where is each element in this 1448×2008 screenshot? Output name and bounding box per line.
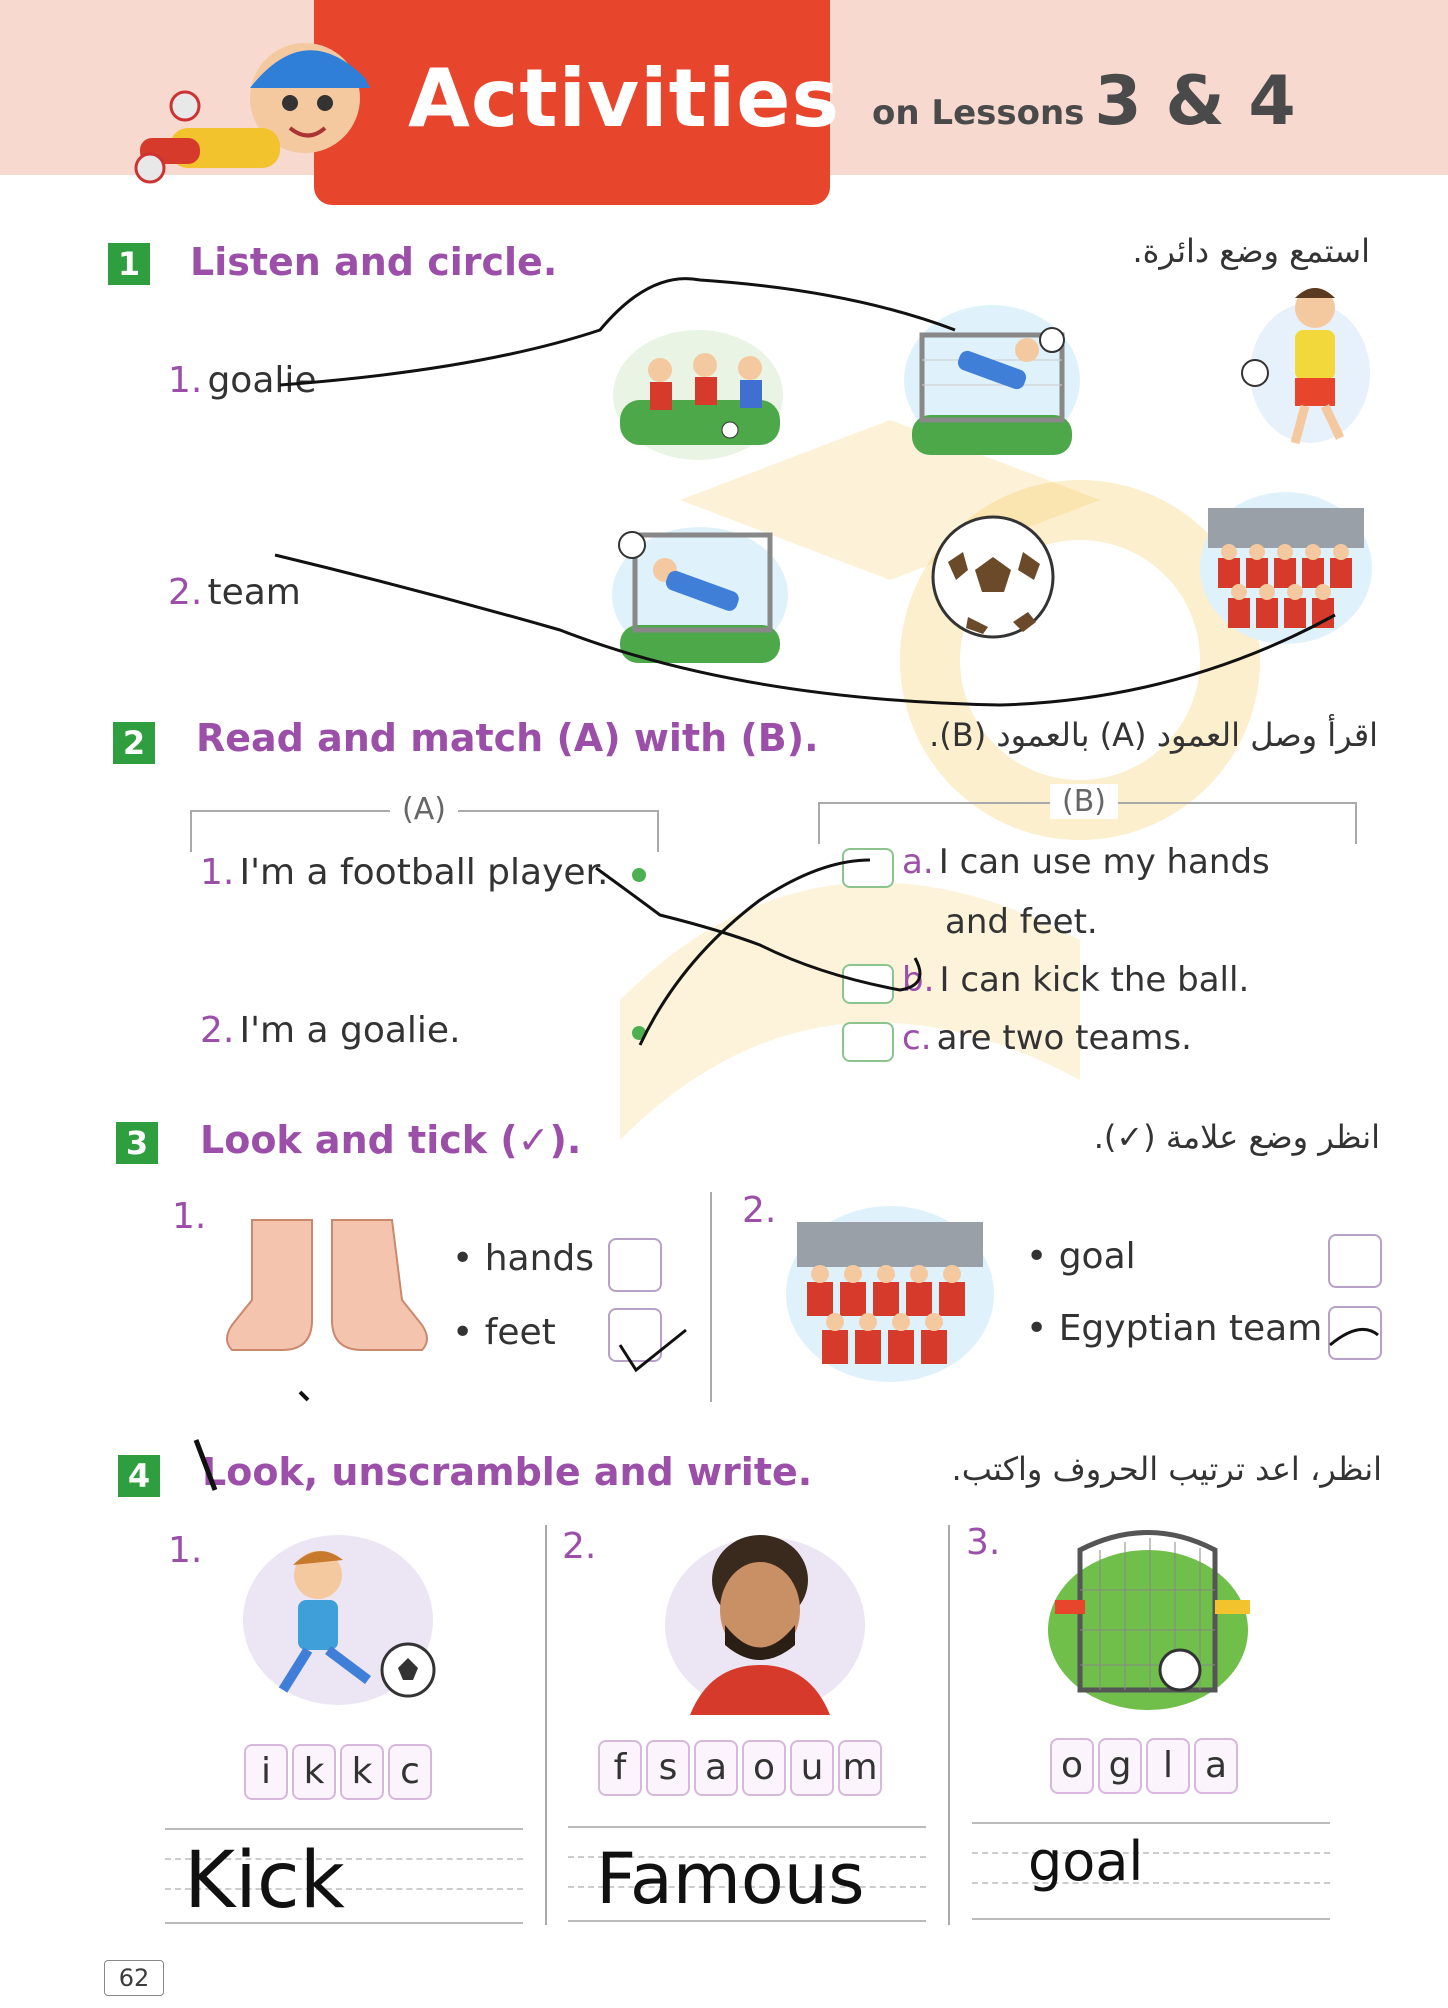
section-1-title: Listen and circle. [190,240,558,284]
section-4-arabic-instruction: انظر، اعد ترتيب الحروف واكتب. [951,1450,1382,1488]
letter-tile: k [292,1744,336,1800]
page-title: Activities [408,52,841,145]
item-word: goalie [207,360,317,401]
letter-tile: o [742,1740,786,1796]
letter-tile: i [244,1744,288,1800]
letter-tile: l [1146,1738,1190,1794]
option-label: hands [484,1238,594,1279]
item-text: I'm a goalie. [239,1010,461,1051]
item-letter: b. [902,960,935,1000]
item-letter: a. [902,842,934,882]
column-a-label: (A) [390,792,458,827]
tick-option-egyptian-team: • Egyptian team [1026,1308,1323,1349]
letter-tile: o [1050,1738,1094,1794]
section-3-number: 3 [116,1122,158,1164]
letter-tile: k [340,1744,384,1800]
item-text: I can kick the ball. [939,960,1250,1000]
section-1-arabic-instruction: استمع وضع دائرة. [1132,232,1370,270]
section-4-number: 4 [118,1455,160,1497]
letter-tile: m [838,1740,882,1796]
option-label: goal [1058,1236,1136,1277]
column-b-label: (B) [1050,784,1118,819]
match-b-item-a-continuation: and feet. [945,902,1098,942]
unscramble-item-3-number: 3. [966,1522,1001,1563]
unscramble-item-1-number: 1. [168,1530,203,1571]
tick-option-hands: • hands [452,1238,594,1279]
letter-tile: a [694,1740,738,1796]
item-text: I can use my hands [938,842,1270,882]
item-number: 2. [200,1010,235,1051]
item-text: I'm a football player. [239,852,609,893]
option-label: feet [484,1312,556,1353]
item-number: 2. [168,572,203,613]
item-number: 1. [200,852,235,893]
tick-option-goal: • goal [1026,1236,1136,1277]
lessons-label: on Lessons [872,93,1085,133]
letter-tile: c [388,1744,432,1800]
letter-tile: f [598,1740,642,1796]
letter-tile: g [1098,1738,1142,1794]
section-2-title: Read and match (A) with (B). [196,716,819,760]
handwritten-answer-3[interactable]: goal [1028,1830,1144,1893]
lessons-numbers: 3 & 4 [1094,62,1296,141]
handwritten-answer-1[interactable]: Kick [184,1836,345,1926]
page-number: 62 [104,1960,164,1996]
tick-question-2-number: 2. [742,1190,777,1231]
letter-tile: u [790,1740,834,1796]
letter-tile: s [646,1740,690,1796]
option-label: Egyptian team [1058,1308,1323,1349]
item-letter: c. [902,1018,932,1058]
section-1-number: 1 [108,243,150,285]
section-3-title: Look and tick (✓). [200,1118,582,1162]
unscramble-item-2-number: 2. [562,1526,597,1567]
handwritten-answer-2[interactable]: Famous [596,1838,865,1920]
item-text: are two teams. [936,1018,1192,1058]
item-number: 1. [168,360,203,401]
section-3-arabic-instruction: انظر وضع علامة (✓). [1093,1118,1380,1156]
tick-question-1-number: 1. [172,1196,207,1237]
tick-option-feet: • feet [452,1312,556,1353]
section-4-title: Look, unscramble and write. [202,1450,813,1494]
item-word: team [207,572,301,613]
section-2-number: 2 [113,722,155,764]
section-2-arabic-instruction: اقرأ وصل العمود (A) بالعمود (B). [929,716,1378,754]
letter-tile: a [1194,1738,1238,1794]
